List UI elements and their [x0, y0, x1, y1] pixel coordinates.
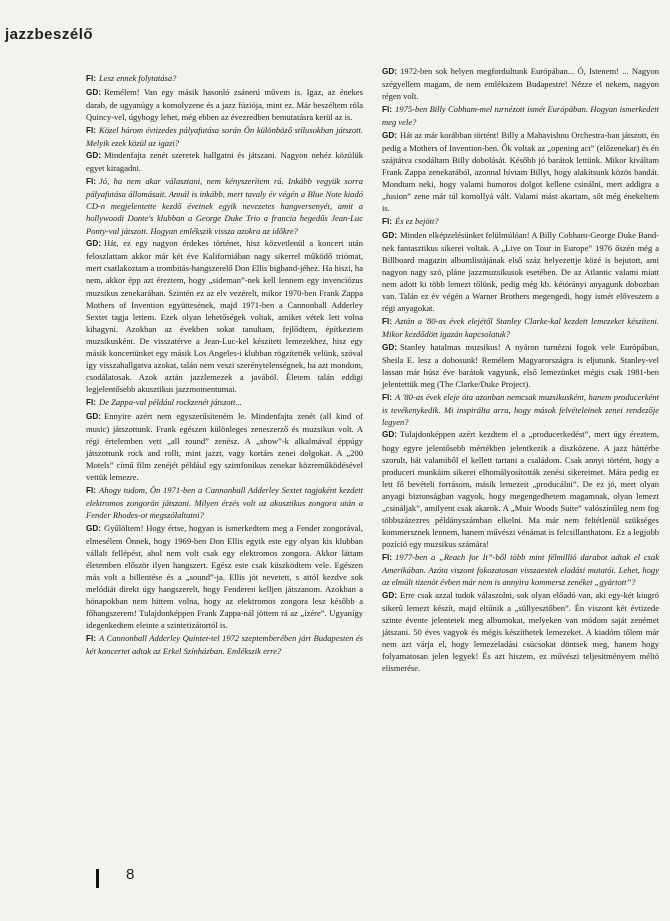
interview-question: [382, 391, 659, 428]
interview-answer: [382, 229, 659, 315]
speaker-label: FI:: [86, 485, 97, 495]
interview-answer: [86, 522, 363, 632]
speaker-label: GD:: [382, 67, 398, 76]
speaker-label: FI:: [382, 104, 393, 114]
paragraph-text: Aztán a '80-as évek elejétől Stanley Clarke-kal kezdett lemezeket készíteni. Mikor kezdődött igazán kapcsolatuk?: [382, 315, 659, 339]
interview-question: [382, 103, 659, 128]
speaker-label: GD:: [86, 411, 102, 421]
speaker-label: FI:: [382, 392, 393, 402]
paragraph-text: Stanley hatalmas muzsikus! A nyáron turnézni fogok vele Európában, Sheila E. lesz a dobosunk! Remélem Magyarországra is eljutunk. Stanley-vel lassan már húsz éve barátok vagyunk, első lemezünket mégis csak 1981-ben jelentettük meg (The Clarke/Duke Project).: [382, 341, 659, 389]
speaker-label: GD:: [86, 151, 102, 161]
paragraph-text: Jó, ha nem akar választani, nem kényszerítem rá. Inkább vegyük sorra pályafutása állomásait. Annál is inkább, mert tavaly év végén a Blue Note kiadó CD-n megjelentette kezdő éveinek egyik nevezetes hangversenyét, amit a hollywoodi Donte's klubban a George Duke Trio a francia hegedűs Jean-Luc Ponty-val játszott. Hogyan emlékszik vissza azokra az időkre?: [86, 176, 363, 236]
interview-question: [86, 124, 363, 149]
paragraph-text: Tulajdonképpen azért kezdtem el a „producerkedést”, mert úgy éreztem, hogy egyre jelentősebb mértékben jelentkezik a diszkózene. A jazz háttérbe szorult, hát valamiből el kellett tartani a családom. Csak annyi történt, hogy a produceri munkáim sikerei elhomályosították zenési sikereimet. Mára pedig ez lett fő bevételi forrásom, másik lemezeit „producálni”. De ez jó, mert olyan anyagi biztonságban vagyok, hogy megengedhetem magamnak, olyan lemezt „csináljak”, amilyent csak akarok. A „Muir Woods Suite” valószínűleg nem fog többszázezres példányszámban elkelni. Ma már nem feltétlenül szükséges kommersznek lennem, hanem művészi vénámat is felcsillanthatom. Ez a legjobb pozíció egy muzsikus számára!: [382, 429, 659, 550]
footer-bar: [96, 869, 99, 888]
paragraph-text: A '80-as évek eleje óta azonban nemcsak muzsikusként, hanem producerként is tevékenykedik. Mi inspirálta arra, hogy mások felvételeinek zenei rendezője legyen?: [382, 391, 659, 427]
paragraph-text: Remélem! Van egy másik hasonló zsánerú művem is. Igaz, az énekes darab, de ugyanúgy a komolyzene és a jazz fúziója, mint ez. Már beszéltem róla Quincy-vel, úgyhogy lehet, még ebben az évezredben bemutatásra kerül az is.: [86, 86, 363, 122]
paragraph-text: Ennyire azért nem egyszerűsíteném le. Mindenfajta zenét (all kind of music) játszottunk. Frank egészen különleges zeneszerző és muzsikus volt. A régi értelemben vett „all round” zenész. A „show”-k alkalmával éppúgy játszottunk rock and rollt, mint jazzt, vagy kortárs zenei dolgokat. A „200 Motels” című film zenéjét például egy szimfonikus zenekar közreműködésével vettük lemezre.: [86, 410, 363, 483]
interview-answer: [86, 410, 363, 484]
speaker-label: GD:: [382, 130, 398, 140]
speaker-label: FI:: [86, 398, 97, 407]
paragraph-text: Közel három évtizedes pályafutása során Ön különböző stílusokban játszott. Melyik ezek közül az igazi?: [86, 124, 363, 148]
page-number: 8: [126, 866, 135, 883]
paragraph-text: 1972-ben sok helyen megfordultunk Európában... Ó, Istenem! ... Nagyon szégyellem magam, de nem emlékszem Budapestre! Nézze el nekem, nagyon régen volt.: [382, 66, 659, 102]
interview-question: [86, 484, 363, 521]
paragraph-text: Hát az már korábban történt! Billy a Mahavishnu Orchestra-ban játszott, én pedig a Mothers of Invention-ben. Ők voltak az „opening act” (előzenekar) és én szájtátva csodáltam Billy dobolását. Később jó barátok lettünk. Mikor kiváltam Frank Zappa zenekarából, azonnal hívtam Billyt, hogy alakítsunk közös bandát. Mondtam neki, hogy valami humoros dolgot kellene csinálni, mert addigra a „fusion” zene már túl komollyá vált. Valami mást akartam, sőt még énekeltem is.: [382, 129, 659, 214]
interview-answer: [86, 86, 363, 123]
paragraph-text: Mindenfajta zenét szeretek hallgatni és játszani. Nagyon nehéz közülük egyet kiragadni.: [86, 150, 363, 174]
paragraph-text: Lesz ennek folytatása?: [99, 73, 177, 83]
paragraph-text: És ez bejött?: [395, 215, 439, 226]
interview-answer: [382, 65, 659, 102]
interview-answer: [382, 428, 659, 550]
speaker-label: FI:: [86, 74, 97, 83]
speaker-label: GD:: [382, 590, 398, 600]
paragraph-text: 1977-ben a „Reach for It”-ből több mint félmillió darabot adtak el csak Amerikában. Azóta viszont fokozatosan visszaestek eladási mutatói. Lehet, hogy az elmúlt tizenöt évben már nem is annyira kommersz zenéket „gyártott”?: [382, 552, 659, 588]
interview-answer: [382, 129, 659, 215]
speaker-label: FI:: [382, 216, 393, 226]
paragraph-text: Ahogy tudom, Ön 1971-ben a Cannonball Adderley Sextet tagjaként kezdett elektromos zongorán játszani. Milyen érzés volt az akusztikus zongora után a Fender Rhodes-ot megszólaltatni?: [86, 484, 363, 521]
speaker-label: GD:: [382, 230, 398, 240]
interview-question: [86, 396, 363, 409]
paragraph-text: A Cannonball Adderley Quintet-tel 1972 szeptemberében járt Budapesten és két koncertet adtak az Erkel Színházban. Emlékszik erre?: [86, 633, 363, 657]
paragraph-text: Hát, ez egy nagyon érdekes történet, hisz közvetlenül a koncert után feloszlattam akkor már két éve Kaliforniában nagy sikerrel működő triómat, mert csatlakoztam a trombitás-hangszerelő Don Ellis bigband-jéhez. Ha hiszi, ha nem, akkor épp azt éreztem, hogy „sideman”-nek kell lennem egy invenciózus muzsikus zenekarában. Szintén ez az elv vezérelt, mikor 1970-ben Frank Zappa Mothers of Invention együttesének, majd 1971-ben a Cannonball Adderley Sextet tagja lettem. Ezek olyan lehetőségek voltak, amiket vétek lett volna kihagyni. Azokban az években sokat tanultam, fejlődtem, építkeztem muzsikusként. De visszatérve a Jean-Luc-kel készített lemezekhez, hisz egy másik koncertünket egy másik Los Angeles-i klubban rögzítették velünk, szóval így visszahallgatva azokat, talán nem veszi szerénytelenségnek, ha azt mondom, csodálatosak. Azok aztán jazzlemezek a javából. Életem talán eddigi legjelentősebb akusztikus jazzmomentumai.: [86, 238, 363, 395]
speaker-label: GD:: [86, 523, 102, 533]
left-column: [86, 72, 363, 658]
speaker-label: FI:: [86, 634, 97, 644]
speaker-label: GD:: [86, 239, 102, 249]
paragraph-text: 1975-ben Billy Cobham-mel turnézott ismét Európában. Hogyan ismerkedett meg vele?: [382, 103, 659, 127]
interview-question: [382, 551, 659, 588]
interview-question: [86, 175, 363, 236]
speaker-label: FI:: [382, 316, 393, 326]
interview-question: [86, 72, 363, 85]
paragraph-text: De Zappa-val például rockzenét játszott...: [99, 397, 242, 407]
section-title: jazzbeszélő: [5, 26, 94, 43]
interview-answer: [86, 237, 363, 395]
paragraph-text: Minden elképzelésünket felülmúlóan! A Billy Cobham-George Duke Band-nek fantasztikus sikerei voltak. A „Live on Tour in Europe” 1976 őszén még a Billboard magazin albumlistájának első száz helyezettje közé is bejutott, ami nagyon nagy szó, pláne jazzmuzsikusok esetében. De az Atlantic valami miatt nem adott ki több lemezt tőlünk, pedig még kb. kétórányi anyagunk dobozban van. Talán ez év végén a Warner Brothers megengedi, hogy ismét előveszem a régi anyagokat.: [382, 229, 659, 314]
speaker-label: FI:: [86, 125, 97, 135]
paragraph-text: Gyűlöltem! Hogy értse, hogyan is ismerkedtem meg a Fender zongorával, elmesélem Önnek, hogy 1969-ben Don Ellis egyik este egy olyan kis klubban vállalt fellépést, ahol nem volt csak egy elektromos zongora. Akkor láttam életemben először ilyen hangszert. Egész este csak küszködtem vele. Egészen más volt a billentése és a „sound”-ja. Ellis jót nevetett, s attól kezdve sok melódiát direkt úgy hangszerelt, hogy Fenderen kelljen játszanom. Azokban a hónapokban nem hittem volna, hogy az elektromos zongora lesz később a főhangszerem! Tulajdonképpen Frank Zappa-nál jöttem rá az „ízére”. Ugyanígy idegenkedtem eleinte a szintetizátortól is.: [86, 522, 363, 631]
interview-question: [86, 632, 363, 657]
speaker-label: GD:: [382, 430, 398, 440]
interview-answer: [382, 589, 659, 675]
interview-question: [382, 215, 659, 228]
speaker-label: GD:: [86, 87, 102, 97]
interview-answer: [382, 341, 659, 390]
right-column: [382, 65, 659, 675]
interview-answer: [86, 149, 363, 174]
interview-question: [382, 315, 659, 340]
speaker-label: FI:: [86, 177, 97, 187]
paragraph-text: Erre csak azzal tudok válaszolni, sok olyan előadó van, aki egy-két kiugró sikerű lemezt készít, majd eltűnik a „süllyesztőben”. Én viszont két évtizede szinte évente jelentetek meg albumokat, melyeken van módom saját zenémet játszani. 50 éves vagyok és mégis készíthetek lemezeket. A kiadóm tőlem már nem azt várja el, hogy lemezeladási csúcsokat döntsek meg, hanem hogy folyamatosan jelen legyek! És azt hiszem, ez művészi teljesítményem méltó elismerése.: [382, 589, 659, 674]
speaker-label: GD:: [382, 342, 398, 352]
speaker-label: FI:: [382, 553, 393, 562]
